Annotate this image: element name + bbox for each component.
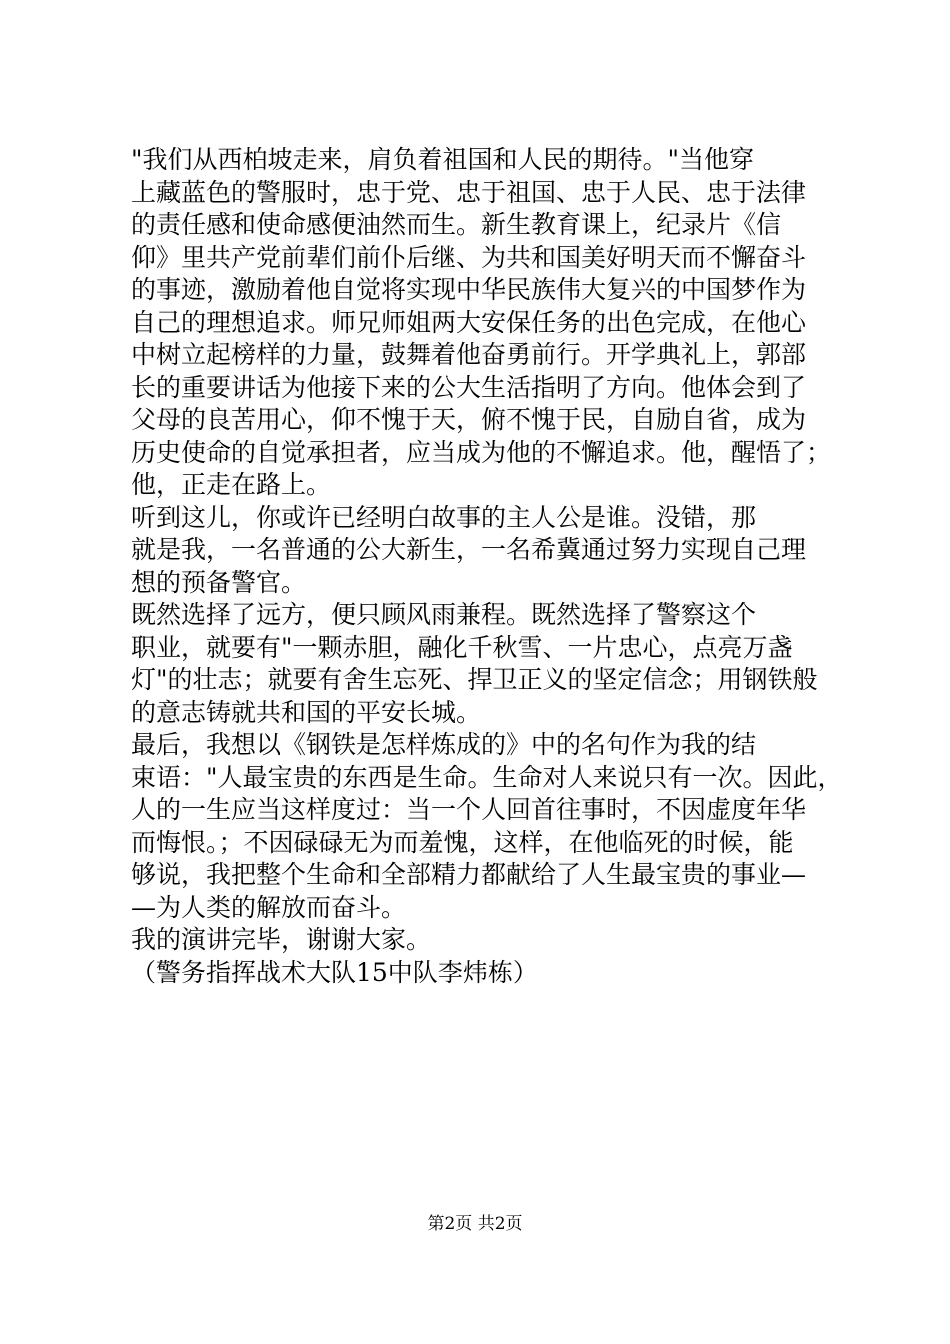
document-body [131, 144, 843, 989]
text-line: 想的预备警官。 [131, 567, 307, 597]
text-line: 灯"的壮志；就要有舍生忘死、捍卫正义的坚定信念；用钢铁般 [131, 665, 818, 694]
text-line: 的责任感和使命感便油然而生。新生教育课上，纪录片《信 [131, 210, 782, 239]
text-line: 我的演讲完毕，谢谢大家。 [131, 925, 432, 954]
text-line: 而悔恨。；不因碌碌无为而羞愧，这样，在他临死的时候，能 [131, 827, 794, 857]
page-number-label: 第2页 共2页 [427, 1214, 523, 1234]
text-line: "我们从西柏坡走来，肩负着祖国和人民的期待。"当他穿 [131, 145, 755, 174]
text-line: 中树立起榜样的力量，鼓舞着他奋勇前行。开学典礼上，郭部 [131, 340, 807, 369]
text-line: 职业，就要有"一颗赤胆，融化千秋雪、一片忠心，点亮万盏 [131, 632, 793, 662]
page-footer [0, 1212, 950, 1236]
text-line: 仰》里共产党前辈们前仆后继、为共和国美好明天而不懈奋斗 [131, 242, 807, 272]
text-line: 既然选择了远方，便只顾风雨兼程。既然选择了警察这个 [131, 600, 757, 629]
text-line: 听到这儿，你或许已经明白故事的主人公是谁。没错，那 [131, 502, 757, 532]
text-line: 历史使命的自觉承担者，应当成为他的不懈追求。他，醒悟了； [131, 437, 832, 467]
text-line: —为人类的解放而奋斗。 [131, 892, 407, 922]
text-line: 最后，我想以《钢铁是怎样炼成的》中的名句作为我的结 [131, 730, 757, 759]
signature-line: （警务指挥战术大队15中队李炜栋） [131, 957, 538, 987]
text-line: 他，正走在路上。 [131, 470, 332, 499]
text-line: 就是我，一名普通的公大新生，一名希冀通过努力实现自己理 [131, 535, 807, 564]
text-line: 自己的理想追求。师兄师姐两大安保任务的出色完成，在他心 [131, 307, 807, 337]
text-line: 人的一生应当这样度过：当一个人回首往事时，不因虚度年华 [131, 795, 807, 824]
text-line: 束语："人最宝贵的东西是生命。生命对人来说只有一次。因此， [131, 762, 843, 792]
text-line: 的意志铸就共和国的平安长城。 [131, 697, 482, 727]
text-line: 上藏蓝色的警服时，忠于党、忠于祖国、忠于人民、忠于法律 [131, 177, 807, 207]
text-line: 长的重要讲话为他接下来的公大生活指明了方向。他体会到了 [131, 372, 807, 402]
text-line: 够说，我把整个生命和全部精力都献给了人生最宝贵的事业— [131, 860, 807, 889]
text-line: 的事迹，激励着他自觉将实现中华民族伟大复兴的中国梦作为 [131, 275, 807, 304]
text-line: 父母的良苦用心，仰不愧于天，俯不愧于民，自励自省，成为 [131, 405, 807, 434]
